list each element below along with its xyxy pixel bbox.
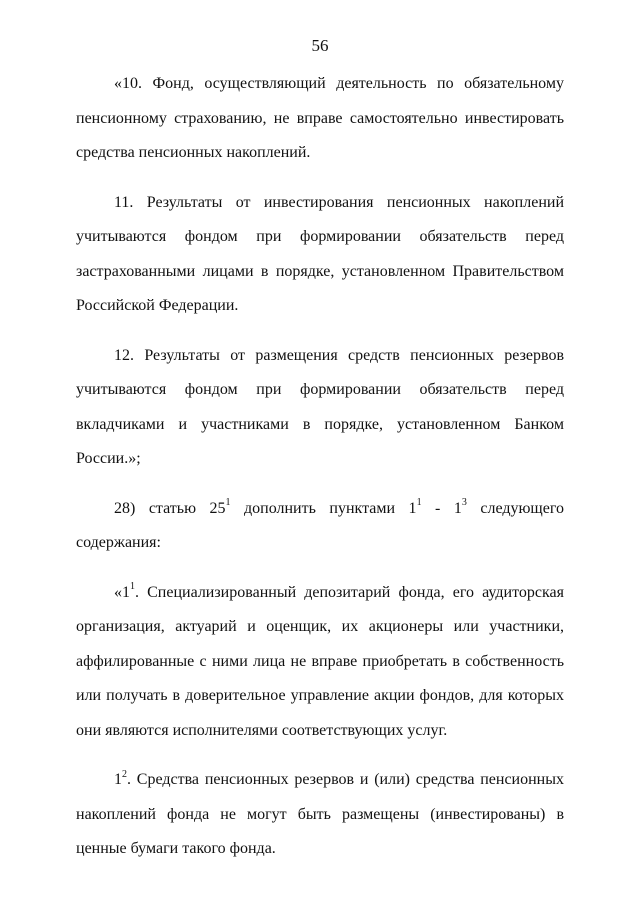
paragraph-1-1-prefix: «1 [114, 583, 130, 601]
paragraph-1-2-text: . Средства пенсионных резервов и (или) средства пенсионных накоплений фонда не могут быть размещены (инвестированы) в ценные бумаги такого фонда. [76, 771, 564, 857]
paragraph-1-1 [76, 576, 564, 749]
superscript: 1 [416, 497, 422, 509]
paragraph-28-text-1: 28) статью 25 [114, 499, 226, 517]
superscript: 1 [225, 497, 231, 509]
page-number: 56 [311, 36, 329, 55]
paragraph-28-text-4: следующего содержания: [76, 499, 565, 551]
paragraph-28 [76, 492, 564, 561]
paragraph-1-1-text: . Специализированный депозитарий фонда, его аудиторская организация, актуарий и оценщик, их акционеры или участники, аффилированные с ними лица не вправе приобретать в собственность или получать в доверительное управление акции фондов, для которых они являются исполнителями соответствующих услуг. [76, 583, 564, 739]
paragraph-10: «10. Фонд, осуществляющий деятельность по обязательному пенсионному страхованию, не вправе самостоятельно инвестировать средства пенсионных накоплений. [76, 75, 564, 161]
paragraph-28-text-3: - 1 [421, 499, 462, 517]
paragraph-11: 11. Результаты от инвестирования пенсионных накоплений учитываются фондом при формировании обязательств перед застрахованными лицами в порядке, установленном Правительством Российской Федерации. [76, 193, 564, 314]
paragraph-1-2 [76, 763, 564, 867]
paragraph-28-text-2: дополнить пунктами 1 [230, 499, 417, 517]
superscript: 1 [130, 581, 135, 593]
document-body [76, 67, 564, 867]
superscript: 2 [122, 768, 127, 780]
paragraph-1-2-prefix: 1 [114, 771, 122, 788]
superscript: 3 [461, 497, 467, 509]
paragraph-12: 12. Результаты от размещения средств пенсионных резервов учитываются фондом при формировании обязательств перед вкладчиками и участниками в порядке, установленном Банком России.»; [76, 346, 564, 467]
